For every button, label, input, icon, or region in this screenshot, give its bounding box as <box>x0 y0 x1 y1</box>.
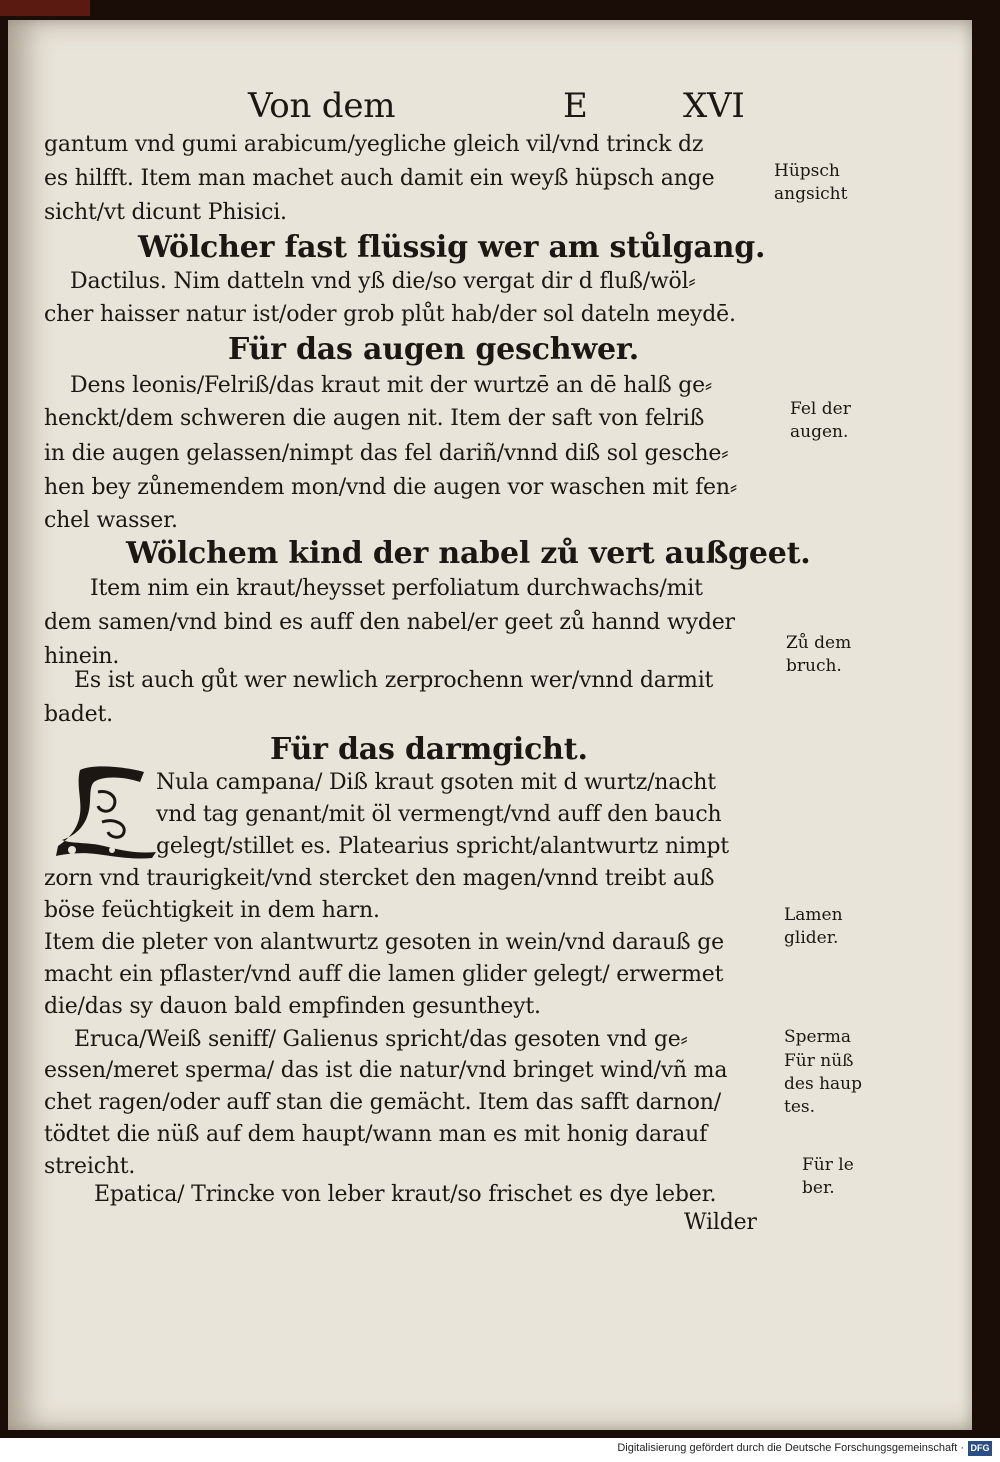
funding-credit: Digitalisierung gefördert durch die Deutsche Forschungsgemeinschaft · <box>617 1442 964 1454</box>
margin-note-line: Zů dem <box>786 633 852 653</box>
text-line: Dens leonis/Felriß/das kraut mit der wurtzē an dē halß ge⸗ <box>70 373 713 398</box>
text-line: gelegt/stillet es. Platearius spricht/alantwurtz nimpt <box>156 834 729 859</box>
text-line: Item nim ein kraut/heysset perfoliatum durchwachs/mit <box>90 576 703 601</box>
margin-note <box>774 160 847 206</box>
margin-note <box>784 1026 851 1049</box>
section-heading: Wölcher fast flüssig wer am stůlgang. <box>138 230 766 265</box>
binding-edge <box>0 0 90 16</box>
catchword: Wilder <box>684 1210 757 1235</box>
margin-note <box>786 632 851 678</box>
text-line: hinein. <box>44 644 120 669</box>
margin-note <box>784 904 843 950</box>
text-line: Epatica/ Trincke von leber kraut/so frischet es dye leber. <box>94 1182 717 1207</box>
text-line: Es ist auch gůt wer newlich zerprochenn wer/vnnd darmit <box>74 668 714 693</box>
margin-note-line: Fel der <box>790 399 851 419</box>
margin-note <box>802 1154 854 1200</box>
footer-bar <box>0 1438 1000 1462</box>
text-line: Dactilus. Nim datteln vnd yß die/so vergat dir d fluß/wöl⸗ <box>70 269 696 294</box>
margin-note-line: glider. <box>784 928 839 948</box>
margin-note-line: Sperma <box>784 1027 851 1047</box>
decorated-initial-icon <box>52 762 164 860</box>
margin-note-line: des haup <box>784 1074 862 1094</box>
text-line: es hilfft. Item man machet auch damit ein weyß hüpsch ange <box>44 166 715 191</box>
text-line: chel wasser. <box>44 508 178 533</box>
text-line: zorn vnd traurigkeit/vnd stercket den magen/vnnd treibt auß <box>44 866 715 891</box>
text-line: in die augen gelassen/nimpt das fel dariñ/vnnd diß sol gesche⸗ <box>44 441 729 466</box>
margin-note-line: tes. <box>784 1097 816 1117</box>
section-heading: Für das augen geschwer. <box>228 332 639 367</box>
dfg-logo: DFG <box>968 1441 992 1456</box>
text-line: die/das sy dauon bald empfinden gesuntheyt. <box>44 994 541 1019</box>
text-line: henckt/dem schweren die augen nit. Item der saft von felriß <box>44 406 705 431</box>
margin-note-line: Für le <box>802 1155 854 1175</box>
section-heading: Für das darmgicht. <box>270 732 588 767</box>
margin-note <box>784 1050 862 1119</box>
margin-note-line: Für nüß <box>784 1051 854 1071</box>
text-line: Item die pleter von alantwurtz gesoten in wein/vnd darauß ge <box>44 930 724 955</box>
margin-note-line: ber. <box>802 1178 835 1198</box>
margin-note-line: Lamen <box>784 905 843 925</box>
margin-note-line: bruch. <box>786 656 842 676</box>
text-line: tödtet die nüß auf dem haupt/wann man es mit honig darauf <box>44 1122 708 1147</box>
running-head: Von dem <box>248 86 396 126</box>
margin-note <box>790 398 851 444</box>
text-line: essen/meret sperma/ das ist die natur/vnd bringet wind/vñ ma <box>44 1058 728 1083</box>
text-line: gantum vnd gumi arabicum/yegliche gleich vil/vnd trinck dz <box>44 132 704 157</box>
signature-mark: E <box>563 86 588 126</box>
text-line: hen bey zůnemendem mon/vnd die augen vor waschen mit fen⸗ <box>44 475 737 500</box>
text-line: böse feüchtigkeit in dem harn. <box>44 898 380 923</box>
book-page <box>8 20 972 1430</box>
text-line: sicht/vt dicunt Phisici. <box>44 200 287 225</box>
text-line: badet. <box>44 702 113 727</box>
margin-note-line: angsicht <box>774 184 848 204</box>
text-line: macht ein pflaster/vnd auff die lamen glider gelegt/ erwermet <box>44 962 724 987</box>
folio-number: XVI <box>683 86 745 126</box>
text-line: streicht. <box>44 1154 136 1179</box>
text-line: dem samen/vnd bind es auff den nabel/er geet zů hannd wyder <box>44 610 735 635</box>
text-line: Nula campana/ Diß kraut gsoten mit d wurtz/nacht <box>156 770 716 795</box>
text-line: cher haisser natur ist/oder grob plůt hab/der sol dateln meydē. <box>44 302 736 327</box>
text-line: chet ragen/oder auff stan die gemächt. Item das safft darnon/ <box>44 1090 721 1115</box>
margin-note-line: Hüpsch <box>774 161 840 181</box>
text-line: Eruca/Weiß seniff/ Galienus spricht/das gesoten vnd ge⸗ <box>74 1027 688 1052</box>
margin-note-line: augen. <box>790 422 849 442</box>
section-heading: Wölchem kind der nabel zů vert außgeet. <box>126 536 811 571</box>
text-line: vnd tag genant/mit öl vermengt/vnd auff den bauch <box>156 802 722 827</box>
